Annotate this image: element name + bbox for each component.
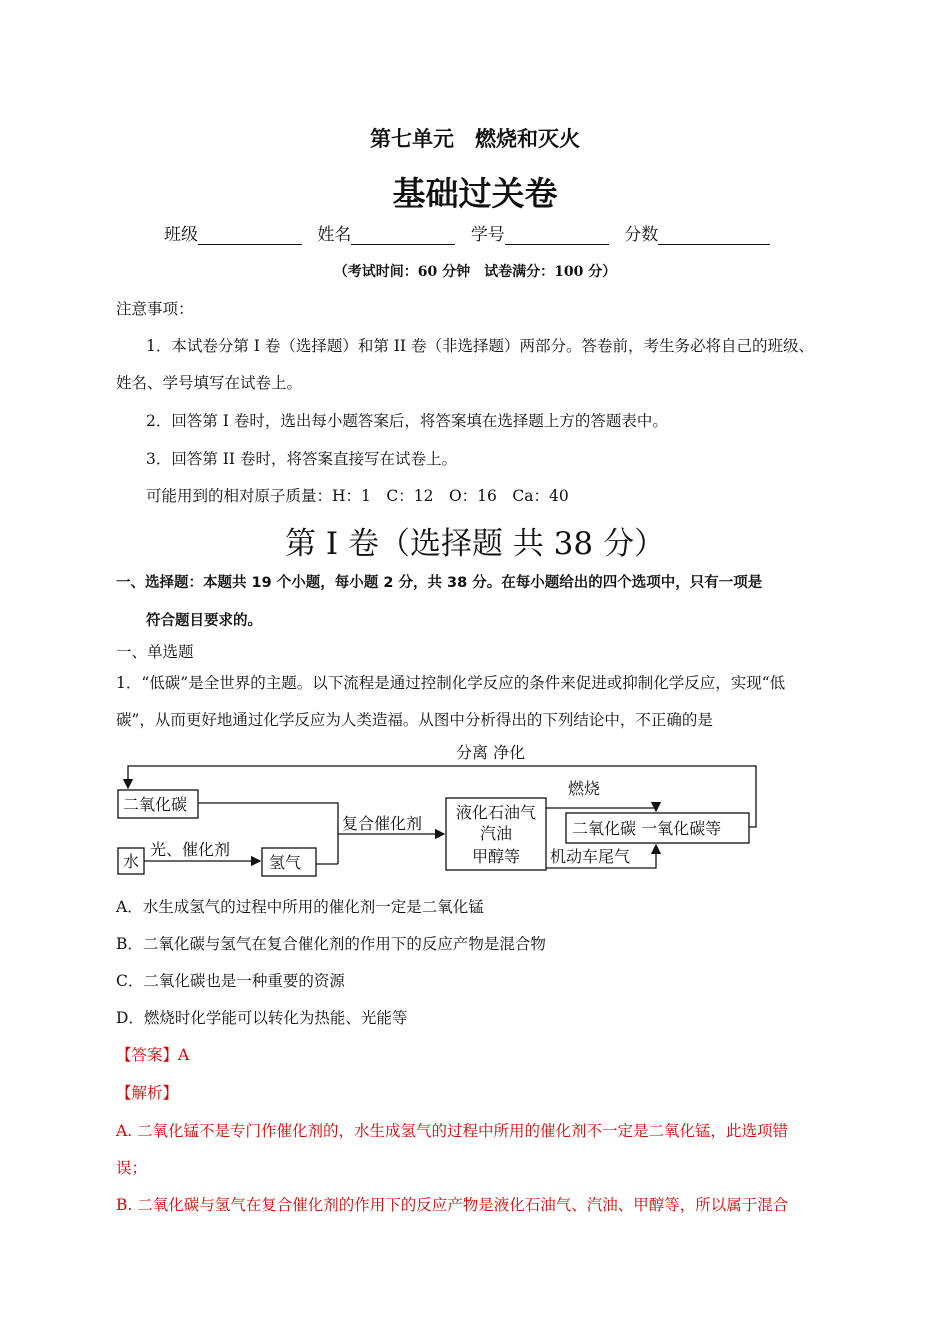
note-item-2: 2．回答第 I 卷时，选出每小题答案后，将答案填在选择题上方的答题表中。 (146, 412, 668, 430)
option-a: A．水生成氢气的过程中所用的催化剂一定是二氧化锰 (116, 898, 484, 916)
name-label: 姓名 (317, 225, 352, 245)
text-products-1: 液化石油气 (455, 803, 537, 822)
text-hydrogen: 氢气 (269, 853, 302, 872)
text-products-2: 汽油 (479, 824, 513, 843)
label-exhaust: 机动车尾气 (550, 847, 631, 866)
section-instruction-line-1: 一、选择题：本题共 19 个小题，每小题 2 分，共 38 分。在每小题给出的四个选项中，只有一项是 (116, 575, 763, 591)
label-separate: 分离 净化 (456, 743, 526, 762)
section-title: 第 I 卷（选择题 共 38 分） (285, 526, 665, 562)
text-products-3: 甲醇等 (471, 847, 521, 866)
answer: 【答案】A (116, 1046, 190, 1064)
page-title: 基础过关卷 (392, 174, 558, 213)
student-info-row (164, 220, 780, 245)
text-gases: 二氧化碳 一氧化碳等 (572, 819, 722, 838)
name-blank (351, 226, 455, 245)
atomic-mass-note: 可能用到的相对原子质量：H：1 C：12 O：16 Ca：40 (146, 487, 569, 505)
id-label: 学号 (470, 225, 505, 245)
class-label: 班级 (164, 225, 198, 245)
notes-heading: 注意事项： (116, 300, 194, 318)
class-blank (198, 226, 302, 245)
score-label: 分数 (624, 225, 659, 245)
text-water: 水 (123, 852, 140, 871)
note-item-1-line-1: 1．本试卷分第 I 卷（选择题）和第 II 卷（非选择题）两部分。答卷前，考生务必将自己的班级、 (146, 337, 814, 355)
id-blank (505, 226, 609, 245)
analysis-a-line-2: 误； (116, 1159, 148, 1177)
question-1-stem-line-1: 1．“低碳”是全世界的主题。以下流程是通过控制化学反应的条件来促进或抑制化学反应，实现“低 (116, 674, 786, 692)
score-blank (658, 226, 770, 245)
flow-diagram (116, 738, 761, 880)
section-instruction-line-2: 符合题目要求的。 (146, 613, 262, 629)
burn-arrow (546, 808, 656, 811)
note-item-1-line-2: 姓名、学号填写在试卷上。 (116, 374, 303, 392)
unit-title: 第七单元 燃烧和灭火 (370, 126, 580, 151)
question-1-stem-line-2: 碳”，从而更好地通过化学反应为人类造福。从图中分析得出的下列结论中，不正确的是 (116, 711, 713, 729)
label-burn: 燃烧 (568, 779, 601, 798)
note-item-3: 3．回答第 II 卷时，将答案直接写在试卷上。 (146, 450, 457, 468)
option-c: C．二氧化碳也是一种重要的资源 (116, 972, 345, 990)
analysis-heading: 【解析】 (116, 1084, 179, 1102)
analysis-a-line-1: A. 二氧化锰不是专门作催化剂的，水生成氢气的过程中所用的催化剂不一定是二氧化锰，此选项错 (116, 1122, 789, 1140)
text-co2: 二氧化碳 (123, 795, 188, 814)
option-d: D．燃烧时化学能可以转化为热能、光能等 (116, 1009, 408, 1027)
label-compound-catalyst: 复合催化剂 (342, 814, 423, 833)
recycle-arrow (128, 766, 756, 827)
exam-info: （考试时间：60 分钟 试卷满分：100 分） (333, 264, 617, 280)
option-b: B．二氧化碳与氢气在复合催化剂的作用下的反应产物是混合物 (116, 935, 546, 953)
subsection-heading: 一、单选题 (116, 643, 194, 661)
label-light-catalyst: 光、催化剂 (150, 840, 231, 859)
analysis-b-line-1: B. 二氧化碳与氢气在复合催化剂的作用下的反应产物是液化石油气、汽油、甲醇等，所以属于混合 (116, 1196, 789, 1214)
